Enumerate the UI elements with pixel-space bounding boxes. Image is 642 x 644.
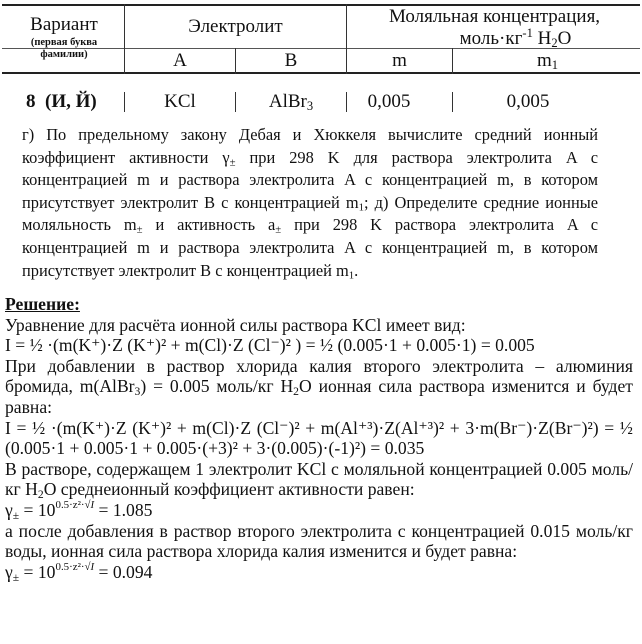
solution-line: Уравнение для расчёта ионной силы раствора KCl имеет вид: bbox=[5, 314, 466, 335]
row-electrolyte-a: KCl bbox=[164, 91, 196, 112]
equation-gamma-2: $\gamma_\pm = 10^{0.5\cdot z^2\cdot√I} = 0.094$ bbox=[5, 560, 153, 584]
equation-gamma-1: $\gamma_\pm = 10^{0.5\cdot z^2\cdot√I} = 1.085$ bbox=[5, 498, 153, 522]
solution-paragraph: а после добавления в раствор второго электролита с концентрацией 0.015 моль/кг воды, ионная сила раствора хлорида калия изменится и будет равна: bbox=[5, 520, 633, 562]
subheader-a: A bbox=[173, 50, 187, 71]
subheader-m: m bbox=[392, 50, 407, 71]
equation-ionic-strength-2: I = ½ ·(m(K⁺)·Z (K⁺)² + m(Cl)·Z (Cl⁻)² + m(Al⁺³)·Z(Al⁺³)² + 3·m(Br⁻)·Z(Br⁻)²) = ½ (0.005·1 + 0.005·1 + 0.005·(+3)² + 3·(0.005)·(-1)²) = 0.035 bbox=[5, 417, 633, 459]
table-subheader-rule bbox=[2, 72, 640, 74]
header-variant: Вариант (первая буква фамилии) bbox=[8, 14, 120, 61]
header-variant-note: (первая буква фамилии) bbox=[30, 36, 98, 60]
solution-paragraph: При добавлении в раствор хлорида калия второго электролита – алюминия бромида, m(AlBr$_3$) = 0.005 моль/кг $H_2O$ ионная сила раствора изменится и будет равна: bbox=[5, 355, 633, 417]
variant-table bbox=[0, 0, 642, 120]
row-variant: 8 (И, Й) bbox=[26, 91, 97, 112]
solution-paragraph: В растворе, содержащем 1 электролит KCl с моляльной концентрацией 0.005 моль/кг $H_2O$ среднеионный коэффициент активности равен: bbox=[5, 458, 633, 502]
header-concentration: Моляльная концентрация, $моль\cdot кг^{-1}$ $H_2O$ bbox=[388, 6, 601, 50]
header-electrolyte: Электролит bbox=[188, 16, 283, 37]
row-m: 0,005 bbox=[367, 91, 411, 112]
solution-heading: Решение: bbox=[5, 294, 80, 314]
subheader-b: B bbox=[284, 50, 298, 71]
task-text: г) По предельному закону Дебая и Хюккеля вычислите средний ионный коэффициент активности $\gamma_\pm$ при 298 K для раствора электролита A с концентрацией m и раствора электролита A с концентрацией m, в котором присутствует электролит B с концентрацией $m_1$; д) Определите средние ионные моляльность $m_\pm$ и активность $a_\pm$ при 298 K раствора электролита A с концентрацией m и раствора электролита A с концентрацией m, в котором присутствует электролит B с концентрацией $m_1$. bbox=[22, 125, 599, 282]
row-m1: 0,005 bbox=[506, 91, 550, 112]
row-electrolyte-b: AlBr$_3$ bbox=[268, 91, 314, 114]
solution-section bbox=[5, 294, 633, 582]
subheader-m1: $m_1$ bbox=[536, 50, 559, 73]
equation-ionic-strength-1: I = ½ ·(m(K⁺)·Z (K⁺)² + m(Cl)·Z (Cl⁻)² ) = ½ (0.005·1 + 0.005·1) = 0.005 bbox=[5, 335, 535, 356]
